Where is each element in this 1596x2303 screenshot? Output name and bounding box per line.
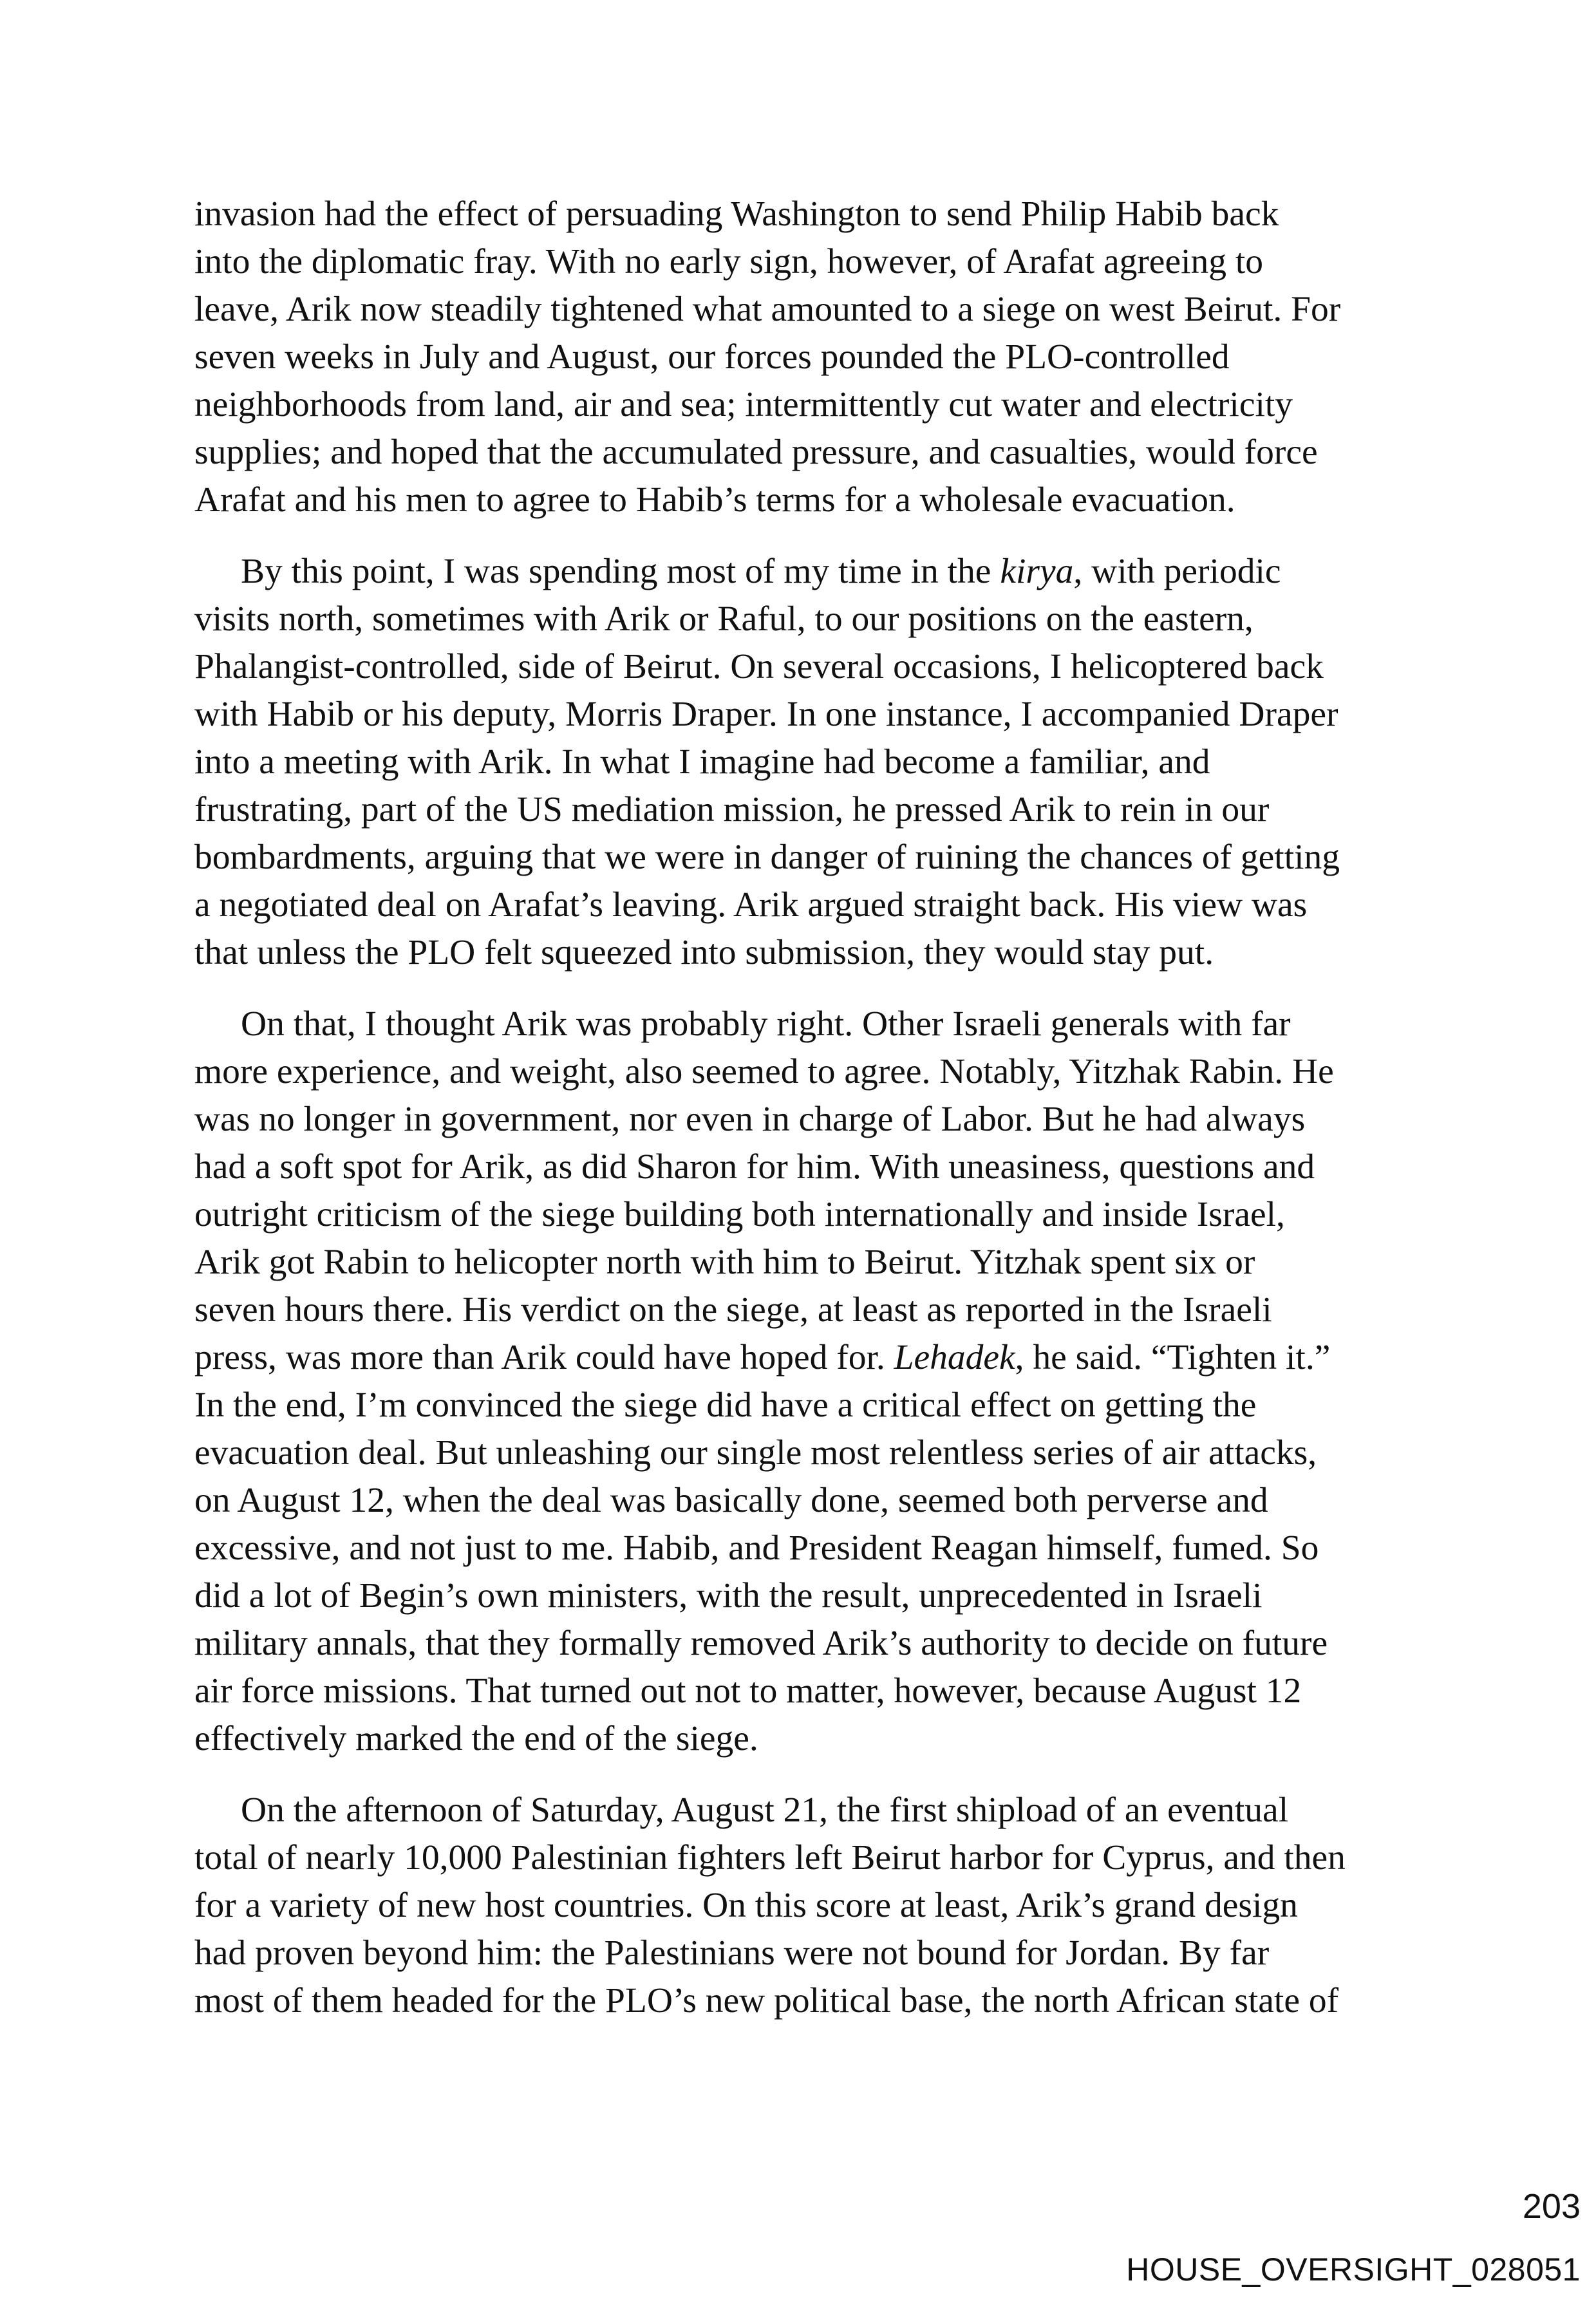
text-line: seven weeks in July and August, our forces pounded the PLO-controlled: [194, 337, 1230, 377]
text-line: had proven beyond him: the Palestinians were not bound for Jordan. By far: [194, 1933, 1270, 1973]
document-body: [194, 191, 1414, 2049]
paragraph: [194, 1001, 1414, 1763]
text-line: did a lot of Begin’s own ministers, with the result, unprecedented in Israeli: [194, 1576, 1263, 1615]
text-line: In the end, I’m convinced the siege did have a critical effect on getting the: [194, 1386, 1257, 1425]
text-line: more experience, and weight, also seemed to agree. Notably, Yitzhak Rabin. He: [194, 1052, 1334, 1091]
paragraph: [194, 548, 1414, 977]
text-line: leave, Arik now steadily tightened what amounted to a siege on west Beirut. For: [194, 290, 1341, 329]
text-line: Phalangist-controlled, side of Beirut. On several occasions, I helicoptered back: [194, 647, 1324, 686]
text-line: On that, I thought Arik was probably right. Other Israeli generals with far: [241, 1004, 1291, 1044]
text-line: On the afternoon of Saturday, August 21, the first shipload of an eventual: [241, 1791, 1289, 1830]
text-line: a negotiated deal on Arafat’s leaving. Arik argued straight back. His view was: [194, 885, 1308, 925]
text-line: frustrating, part of the US mediation mission, he pressed Arik to rein in our: [194, 790, 1270, 829]
text-line: that unless the PLO felt squeezed into submission, they would stay put.: [194, 933, 1214, 972]
text-line: Arik got Rabin to helicopter north with him to Beirut. Yitzhak spent six or: [194, 1243, 1255, 1282]
text-line: evacuation deal. But unleashing our single most relentless series of air attacks,: [194, 1433, 1317, 1472]
text-line: into the diplomatic fray. With no early sign, however, of Arafat agreeing to: [194, 242, 1264, 281]
italic-term: kirya: [1000, 552, 1074, 591]
text-line: air force missions. That turned out not to matter, however, because August 12: [194, 1671, 1302, 1711]
text-line: excessive, and not just to me. Habib, and President Reagan himself, fumed. So: [194, 1528, 1319, 1568]
text-line: most of them headed for the PLO’s new political base, the north African state of: [194, 1981, 1339, 2020]
text-line: total of nearly 10,000 Palestinian fighters left Beirut harbor for Cyprus, and then: [194, 1838, 1346, 1877]
text-line: invasion had the effect of persuading Washington to send Philip Habib back: [194, 194, 1279, 234]
text-line: for a variety of new host countries. On this score at least, Arik’s grand design: [194, 1886, 1298, 1925]
text-line: on August 12, when the deal was basically done, seemed both perverse and: [194, 1481, 1268, 1520]
text-line: Arafat and his men to agree to Habib’s terms for a wholesale evacuation.: [194, 480, 1235, 520]
text-line: outright criticism of the siege building both internationally and inside Israel,: [194, 1195, 1285, 1234]
text-line: supplies; and hoped that the accumulated pressure, and casualties, would force: [194, 433, 1318, 472]
text-line: with Habib or his deputy, Morris Draper. In one instance, I accompanied Draper: [194, 695, 1338, 734]
text-line: seven hours there. His verdict on the siege, at least as reported in the Israeli: [194, 1290, 1272, 1330]
text-line: bombardments, arguing that we were in danger of ruining the chances of getting: [194, 838, 1340, 877]
bates-number: HOUSE_OVERSIGHT_028051: [1126, 2251, 1581, 2288]
text-line: neighborhoods from land, air and sea; intermittently cut water and electricity: [194, 385, 1293, 424]
text-line: into a meeting with Arik. In what I imagine had become a familiar, and: [194, 742, 1210, 782]
text-line: military annals, that they formally removed Arik’s authority to decide on future: [194, 1624, 1328, 1663]
text-line: effectively marked the end of the siege.: [194, 1719, 758, 1758]
text-line: By this point, I was spending most of my time in the kirya, with periodic: [241, 552, 1281, 591]
page-number: 203: [1522, 2187, 1581, 2226]
text-line: was no longer in government, nor even in charge of Labor. But he had always: [194, 1100, 1306, 1139]
paragraph: [194, 1787, 1414, 2025]
text-line: press, was more than Arik could have hoped for. Lehadek, he said. “Tighten it.”: [194, 1338, 1331, 1377]
text-line: visits north, sometimes with Arik or Raful, to our positions on the eastern,: [194, 599, 1253, 639]
paragraph: [194, 191, 1414, 524]
text-line: had a soft spot for Arik, as did Sharon for him. With uneasiness, questions and: [194, 1147, 1315, 1187]
italic-term: Lehadek: [894, 1338, 1015, 1377]
